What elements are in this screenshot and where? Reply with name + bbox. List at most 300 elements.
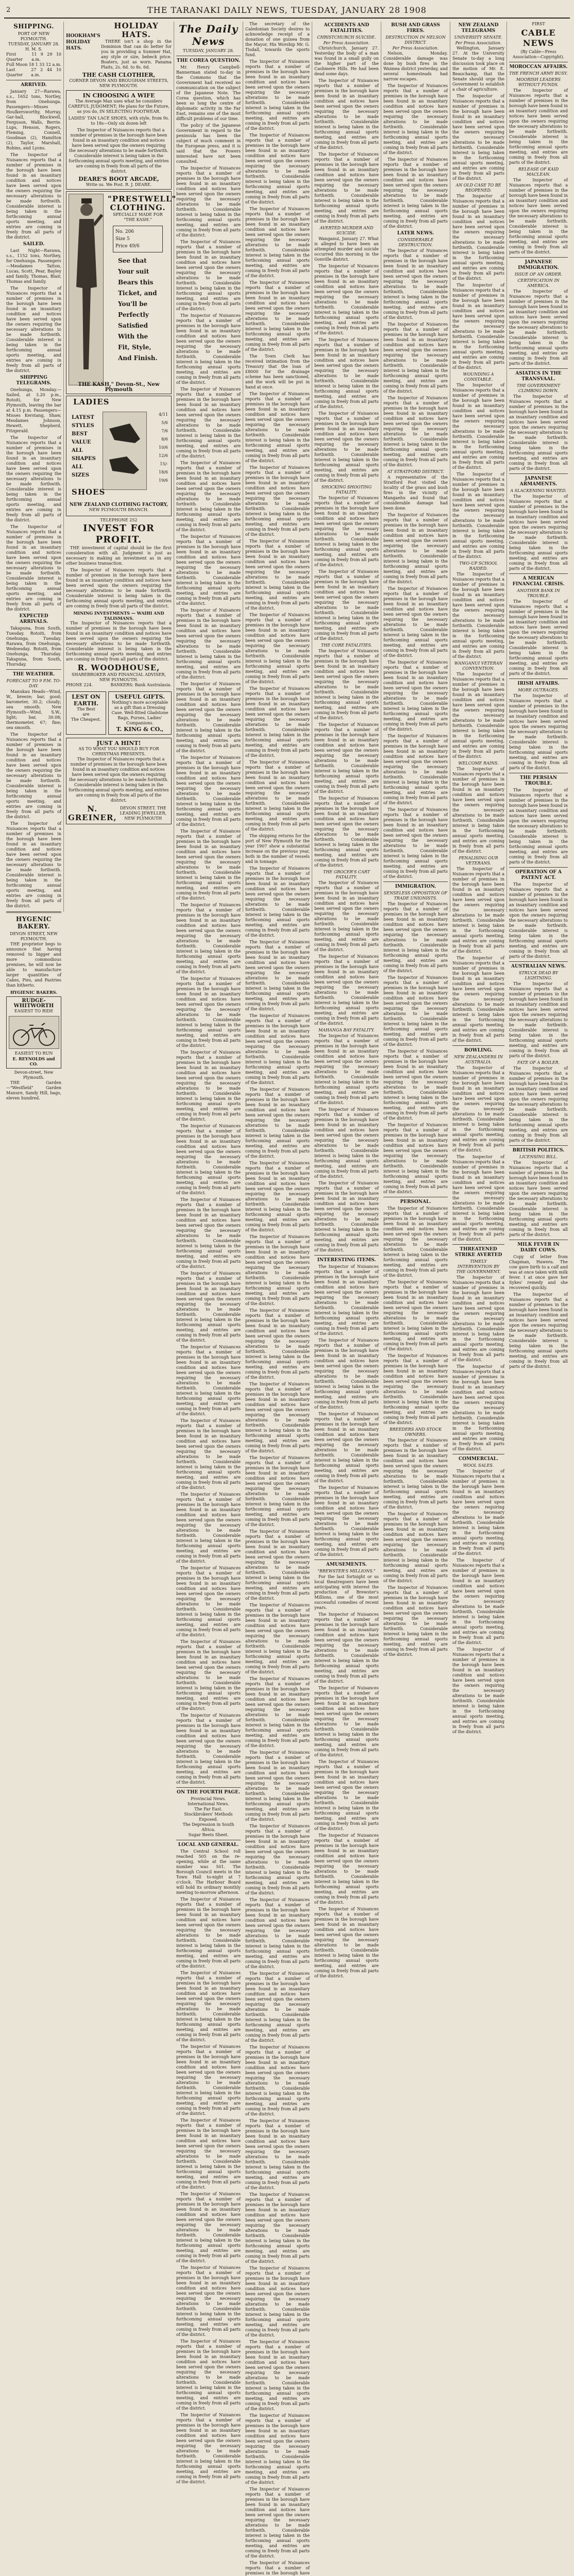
filler-text: The Inspector of Nuisances reports that a number of premises in the borough have been found in an insanitary condition and notices have been served upon the owners requiring the necessary alterations to be made forthwith. Considerable interest is being taken in the forthcoming annual sports meeting, and entries are coming in freely from all parts of the district. (245, 1382, 310, 1453)
weather-text: Manukau Heads—Wind, W., breeze; bar, good; barometer, 30.2; cloudy; sea smooth. New Plymouth—Wind, S.W., light; bar, 30.08; thermometer, 67; fine; sea smooth. (6, 689, 61, 730)
text-block: EARTH. (73, 700, 99, 707)
bicycle-line: EASIEST TO RIDE (14, 1009, 54, 1013)
text-block: The Inspector of Nuisances reports that a number of premises in the borough have been found in an insanitary condition and notices have been served upon the owners requiring the necessary alterations to be made forthwith. Considerable interest is being taken in the forthcoming annual sports meeting, and entries are coming in freely from all parts of the district. (452, 194, 504, 281)
expected-text: Takapuna, from South, Tuesday. Rotoiti, from Onehunga, Tuesday. Rarawa, from Onehunga, Wednesday. Rotoiti, from Onehunga, Thursday. Takapuna, from South, Thursday. (6, 626, 61, 667)
text-block: STYLES (72, 423, 94, 429)
section-heading: AUSTRALIAN NEWS. (511, 964, 566, 969)
text-block: HATS. (66, 46, 82, 51)
text-block: AS TO WHAT YOU SHOULD BUY FOR CHRISTMAS PRESENTS. (78, 747, 159, 756)
filler-text: The Inspector of Nuisances reports that a number of premises in the borough have been found in an insanitary condition and notices have been served upon the owners requiring the necessary alterations to be made forthwith. Considerable interest is being taken in the forthcoming annual sports meeting, and entries are coming in freely from all parts of the district. (245, 1013, 310, 1085)
text-block: The Inspector of Nuisances reports that a number of premises in the borough have been found in an insanitary condition and notices have been served upon the owners requiring the necessary alterations to be made forthwith. Considerable interest is being taken in the forthcoming annual sports meeting, and entries are coming in freely from all parts of the district. (509, 599, 568, 676)
news-text: Nelson, Monday. Considerable damage was done by bush fires in the Waimea district yesterday, and several homesteads had narrow escapes. (383, 51, 448, 81)
filler-text: The Inspector of Nuisances reports that a number of premises in the borough have been found in an insanitary condition and notices have been served upon the owners requiring the necessary alterations to be made forthwith. Considerable interest is being taken in the forthcoming annual sports meeting, and entries are coming in freely from all parts of the district. (176, 2118, 241, 2190)
text-block: The Inspector of Nuisances reports that a number of premises in the borough have been found in an insanitary condition and notices have been served upon the owners requiring the necessary alterations to be made forthwith. Considerable interest is being taken in the forthcoming annual sports meeting, and entries are coming in freely from all parts of the district. (383, 807, 448, 879)
text-block: The Inspector of Nuisances reports that a number of premises in the borough have been found in an insanitary condition and notices have been served upon the owners requiring the necessary alterations to be made forthwith. Considerable interest is being taken in the forthcoming annual sports meeting, and entries are coming in freely from all parts of the district. (314, 1686, 379, 1757)
text-block: The Inspector of Nuisances reports that a number of premises in the borough have been found in an insanitary condition and notices have been served upon the owners requiring the necessary alterations to be made forthwith. Considerable interest is being taken in the forthcoming annual sports meeting, and entries are coming in freely from all parts of the district. (383, 322, 448, 394)
text-block: The Inspector of Nuisances reports that a number of premises in the borough have been found in an insanitary condition and notices have been served upon the owners requiring the necessary alterations to be made forthwith. Considerable interest is being taken in the forthcoming annual sports meeting, and entries are coming in freely from all parts of the district. (383, 975, 448, 1047)
filler-text: The Inspector of Nuisances reports that a number of premises in the borough have been found in an insanitary condition and notices have been served upon the owners requiring the necessary alterations to be made forthwith. Considerable interest is being taken in the forthcoming annual sports meeting, and entries are coming in freely from all parts of the district. (245, 1529, 310, 1601)
text-block: MORE OUTRAGES. (518, 688, 559, 692)
deare-sub: Write us. We Post. R. J. DEARE. (86, 182, 152, 187)
filler-text: The Inspector of Nuisances reports that a number of premises in the borough have been found in an insanitary condition and notices have been served upon the owners requiring the necessary alterations to be made forthwith. Considerable interest is being taken in the forthcoming annual sports meeting, and entries are coming in freely from all parts of the district. (176, 166, 241, 238)
news-text: A representative of the Stratford Post visited the locality of the grass and bush fires in the vicinity of Mangaehu and found that considerable damage had been done. (383, 475, 448, 511)
text-block: SIZES (72, 472, 90, 478)
text-block: The Inspector of Nuisances reports that a number of premises in the borough have been found in an insanitary condition and notices have been served upon the owners requiring the necessary alterations to be made forthwith. Considerable interest is being taken in the forthcoming annual sports meeting, and entries are coming in freely from all parts of the district. (314, 1338, 379, 1410)
text-block: Stockbrokers' Methods Exposed. (184, 1812, 233, 1822)
column-advertisements (64, 21, 177, 912)
text-block: The Depression in South Africa. (182, 1822, 234, 1832)
text-block: RELEASE OF KAID MACLEAN. (518, 167, 559, 177)
filler-text: The Inspector of Nuisances reports that a number of premises in the borough have been found in an insanitary condition and notices have been served upon the owners requiring the necessary alterations to be made forthwith. Considerable interest is being taken in the forthcoming annual sports meeting, and entries are coming in freely from all parts of the district. (6, 152, 61, 240)
text-block: LATEST (72, 415, 94, 420)
invest-text: THE investment of capital should be the first consideration with all. Judgment is just as necessary in making an investment as in any other business transaction. (66, 546, 172, 566)
invest-heading: INVEST FOR PROFIT. (83, 523, 155, 545)
text-block: The Inspector of Nuisances reports that a number of premises in the borough have been found in an insanitary condition and notices have been served upon the owners requiring the necessary alterations to be made forthwith. Considerable interest is being taken in the forthcoming annual sports meeting, and entries are coming in freely from all parts of the district. (383, 248, 448, 320)
interesting-items-heading: INTERESTING ITEMS. (317, 1258, 376, 1263)
filler-text: The Inspector of Nuisances reports that a number of premises in the borough have been found in an insanitary condition and notices have been served upon the owners requiring the necessary alterations to be made forthwith. Considerable interest is being taken in the forthcoming annual sports meeting, and entries are coming in freely from all parts of the district. (6, 732, 61, 819)
subheading: NEW ZEALANDERS IN AUSTRALIA. (453, 1055, 503, 1064)
text-block: CERTIFICATION IN AMERICA. (517, 278, 560, 288)
shipping-telegrams-text: Onehunga, Monday.—Sailed, at 3.20 p.m., Rotoiti, for New Plymouth, leaving the bar at 4.15 p.m. Passengers—Misses Kerstang, Shaw, Mesdames Johnson, Hewett, Shepherd, Fitzgerald. (6, 387, 61, 433)
prestwell-ad (66, 191, 177, 394)
text-block: The Inspector of Nuisances reports that a number of premises in the borough have been found in an insanitary condition and notices have been served upon the owners requiring the necessary alterations to be made forthwith. Considerable interest is being taken in the forthcoming annual sports meeting, and entries are coming in freely from all parts of the district. (509, 88, 568, 165)
text-block: 18/6 (159, 470, 168, 474)
text-block: LICENSING BILL. (519, 1155, 558, 1159)
text-block: The Inspector of Nuisances reports that a number of premises in the borough have been found in an insanitary condition and notices have been served upon the owners requiring the necessary alterations to be made forthwith. Considerable interest is being taken in the forthcoming annual sports meeting, and entries are coming in freely from all parts of the district. (509, 178, 568, 255)
filler-text: The Inspector of Nuisances reports that a number of premises in the borough have been found in an insanitary condition and notices have been served upon the owners requiring the necessary alterations to be made forthwith. Considerable interest is being taken in the forthcoming annual sports meeting, and entries are coming in freely from all parts of the district. (245, 1234, 310, 1306)
filler-text: The Inspector of Nuisances reports that a number of premises in the borough have been found in an insanitary condition and notices have been served upon the owners requiring the necessary alterations to be made forthwith. Considerable interest is being taken in the forthcoming annual sports meeting, and entries are coming in freely from all parts of the district. (176, 2413, 241, 2484)
text-block: 27 2 44 10 a.m. (31, 67, 61, 77)
filler-text: The Inspector of Nuisances reports that a number of premises in the borough have been found in an insanitary condition and notices have been served upon the owners requiring the necessary alterations to be made forthwith. Considerable interest is being taken in the forthcoming annual sports meeting, and entries are coming in freely from all parts of the district. (176, 755, 241, 827)
text-block: Ticket, and (118, 290, 157, 297)
text-block: See that (118, 257, 147, 264)
text-block: 49/6 (129, 244, 140, 249)
text-block: The Inspector of Nuisances reports that a number of premises in the borough have been found in an insanitary condition and notices have been served upon the owners requiring the necessary alterations to be made forthwith. Considerable interest is being taken in the forthcoming annual sports meeting, and entries are coming in freely from all parts of the district. (383, 83, 448, 155)
clothier-title: THE CASH CLOTHIER, (82, 72, 156, 78)
filler-text: The Inspector of Nuisances reports that a number of premises in the borough have been found in an insanitary condition and notices have been served upon the owners requiring the necessary alterations to be made forthwith. Considerable interest is being taken in the forthcoming annual sports meeting, and entries are coming in freely from all parts of the district. (245, 1308, 310, 1380)
text-block: Per Press Association. (392, 46, 439, 50)
text-block: HOLIDAY (66, 40, 91, 45)
bicycle-line: EASIEST TO RUN (14, 1051, 53, 1056)
text-block: The Inspector of Nuisances reports that a number of premises in the borough have been found in an insanitary condition and notices have been served upon the owners requiring the necessary alterations to be made forthwith. Considerable interest is being taken in the forthcoming annual sports meeting, and entries are coming in freely from all parts of the district. (383, 1280, 448, 1351)
section-heading: JAPANESE ARMAMENTS. (519, 476, 558, 487)
nz-telegrams-heading: NEW ZEALAND TELEGRAMS (458, 23, 499, 33)
subheading: WANGANUI VETERAN CONVENTION. (454, 661, 503, 671)
hats-text: THERE isn't a shop in the Dominion that can do better for you in providing a Summer Hat, any style or size, bebeck price. Boaters, just as worn. Panama Plaits, 2s. 6d. to 8s. 6d. (101, 39, 172, 70)
filler-text: The Inspector of Nuisances reports that a number of premises in the borough have been found in an insanitary condition and notices have been served upon the owners requiring the necessary alterations to be made forthwith. Considerable interest is being taken in the forthcoming annual sports meeting, and entries are coming in freely from all parts of the district. (176, 534, 241, 606)
filler-text: The Inspector of Nuisances reports that a number of premises in the borough have been found in an insanitary condition and notices have been served upon the owners requiring the necessary alterations to be made forthwith. Considerable interest is being taken in the forthcoming annual sports meeting, and entries are coming in freely from all parts of the district. (176, 2265, 241, 2337)
text-block: THE GOVERNMENT CLIMBING DOWN. (516, 383, 561, 393)
text-block: The Inspector of Nuisances reports that a number of premises in the borough have been found in an insanitary condition and notices have been served upon the owners requiring the necessary alterations to be made forthwith. Considerable interest is being taken in the forthcoming annual sports meeting, and entries are coming in freely from all parts of the district. (383, 1049, 448, 1121)
filler-text: The Inspector of Nuisances reports that a number of premises in the borough have been found in an insanitary condition and notices have been served upon the owners requiring the necessary alterations to be made forthwith. Considerable interest is being taken in the forthcoming annual sports meeting, and entries are coming in freely from all parts of the district. (176, 608, 241, 680)
filler-text: The Inspector of Nuisances reports that a number of premises in the borough have been found in an insanitary condition and notices have been served upon the owners requiring the necessary alterations to be made forthwith. Considerable interest is being taken in the forthcoming annual sports meeting, and entries are coming in freely from all parts of the district. (245, 940, 310, 1011)
subheading: MAHANGA BAY FATALITY. (318, 1028, 375, 1032)
filler-text: The Inspector of Nuisances reports that a number of premises in the borough have (245, 2561, 310, 2575)
text-block: The Inspector of Nuisances reports that a number of premises in the borough have been found in an insanitary condition and notices have been served upon the owners requiring the necessary alterations to be made forthwith. Considerable interest is being taken in the forthcoming annual sports meeting, and entries are coming in freely from all parts of the district. (314, 1612, 379, 1684)
bicycle-dealer: E. REYNOLDS and CO. (12, 1056, 55, 1066)
text-block: VALUE (72, 439, 91, 445)
filler-text: The Inspector of Nuisances reports that a number of premises in the borough have been found in an insanitary condition and notices have been served upon the owners requiring the necessary alterations to be made forthwith. Considerable interest is being taken in the forthcoming annual sports meeting, and entries are coming in freely from all parts of the district. (176, 1124, 241, 1195)
section-heading: A MERICAN FINANCIAL CRISIS. (512, 576, 565, 587)
text-block: Fit, Style, (118, 344, 151, 351)
subheading: WELCOME RAINS. (458, 761, 499, 766)
shoes-line: LADIES' TAN LACE SHOES, with style, from 9s. to 18s—Only six dozen left (68, 116, 170, 126)
text-block: Per Press Association. (455, 41, 502, 45)
text-block: The Inspector of Nuisances reports that a number of premises in the borough have been found in an insanitary condition and notices have been served upon the owners requiring the necessary alterations to be made forthwith. Considerable interest is being taken in the forthcoming annual sports meeting, and entries are coming in freely from all parts of the district. (314, 78, 379, 150)
text-block: Your suit (118, 268, 149, 275)
column-shipping (4, 22, 64, 1100)
filler-text: The Inspector of Nuisances reports that a number of premises in the borough have been found in an insanitary condition and notices have been served upon the owners requiring the necessary alterations to be made forthwith. Considerable interest is being taken in the forthcoming annual sports meeting, and entries are coming in freely from all parts of the district. (245, 1824, 310, 1895)
text-block: LEST ON (72, 693, 100, 700)
filler-text: The Inspector of Nuisances reports that a number of premises in the borough have been found in an insanitary condition and notices have been served upon the owners requiring the necessary alterations to be made forthwith. Considerable interest is being taken in the forthcoming annual sports meeting, and entries are coming in freely from all parts of the district. (245, 392, 310, 463)
paper-name: The Daily News (178, 23, 239, 47)
text-block: The Inspector of Nuisances reports that a number of premises in the borough have been found in an insanitary condition and notices have been served upon the owners requiring the necessary alterations to be made forthwith. Considerable interest is being taken in the forthcoming annual sports meeting, and entries are coming in freely from all parts of the district. (509, 882, 568, 959)
text-block: 11 9 29 10 a.m. (31, 52, 61, 62)
text-block: The Inspector of Nuisances reports that a number of premises in the borough have been found in an insanitary condition and notices have been served upon the owners requiring the necessary alterations to be made forthwith. Considerable interest is being taken in the forthcoming annual sports meeting, and entries are coming in freely from all parts of the district. (509, 1160, 568, 1237)
bakery-heading: HYGENIC BAKERY. (16, 916, 52, 930)
text-block: 12/6 (159, 453, 168, 458)
column-cable-news (507, 22, 570, 1369)
filler-text: The Inspector of Nuisances reports that a number of premises in the borough have been found in an insanitary condition and notices have been served upon the owners requiring the necessary alterations to be made forthwith. Considerable interest is being taken in the forthcoming annual sports meeting, and entries are coming in freely from all parts of the district. (245, 1455, 310, 1527)
section-heading: OPERATION OF A PATENT ACT. (515, 870, 562, 880)
filler-text: The Inspector of Nuisances reports that a number of premises in the borough have been found in an insanitary condition and notices have been served upon the owners requiring the necessary alterations to be made forthwith. Considerable interest is being taken in the forthcoming annual sports meeting, and entries are coming in freely from all parts of the district. (245, 1750, 310, 1822)
filler-text: The Inspector of Nuisances reports that a number of premises in the borough have been found in an insanitary condition and notices have been served upon the owners requiring the necessary alterations to be made forthwith. Considerable interest is being taken in the forthcoming annual sports meeting, and entries are coming in freely from all parts of the district. (245, 2340, 310, 2411)
filler-text: The Inspector of Nuisances reports that a number of premises in the borough have been found in an insanitary condition and notices have been served upon the owners requiring the necessary alterations to be made forthwith. Considerable interest is being taken in the forthcoming annual sports meeting, and entries are coming in freely from all parts of the district. (69, 128, 169, 174)
weather-sub: FORECAST TO 9 P.M. TO-DAY. (6, 679, 61, 688)
filler-text: The Inspector of Nuisances reports that a number of premises in the borough have been found in an insanitary condition and notices have been served upon the owners requiring the necessary alterations to be made forthwith. Considerable interest is being taken in the forthcoming annual sports meeting, and entries are coming in freely from all parts of the district. (245, 686, 310, 758)
text-block: You'll be (118, 300, 148, 308)
text-block: ISSUE OF AN ORDER. (514, 272, 563, 277)
filler-text: The Inspector of Nuisances reports that a number of premises in the borough have been found in an insanitary condition and notices have been served upon the owners requiring the necessary alterations to be made forthwith. Considerable interest is being taken in the forthcoming annual sports meeting, and entries are coming in freely from all parts of the district. (176, 903, 241, 974)
filler-text: The Inspector of Nuisances reports that a number of premises in the borough have been found in an insanitary condition and notices have been served upon the owners requiring the necessary alterations to be made forthwith. Considerable interest is being taken in the forthcoming annual sports meeting, and entries are coming in freely from all parts of the district. (245, 207, 310, 278)
filler-text: The Inspector of Nuisances reports that a number of premises in the borough have been found in an insanitary condition and notices have been served upon the owners requiring the necessary alterations to be made forthwith. Considerable interest is being taken in the forthcoming annual sports meeting, and entries are coming in freely from all parts of the district. (176, 1418, 241, 1490)
text-block: The Inspector of Nuisances reports that a number of premises in the borough have been found in an insanitary condition and notices have been served upon the owners requiring the necessary alterations to be made forthwith. Considerable interest is being taken in the forthcoming annual sports meeting, and entries are coming in freely from all parts of the district. (314, 722, 379, 794)
shipping-heading: SHIPPING. (13, 23, 54, 30)
section-heading: BRITISH POLITICS. (512, 1148, 565, 1153)
lead-text: Mr. Henry Campbell-Bannerman stated to-day in the Commons that the Government had received no communication on the subject of the Japanese Note. The Corea question, which has been so long the centre of diplomatic activity in the Far East, remains one of the most difficult problems of our time. (176, 65, 241, 121)
text-block: 15/- (160, 462, 168, 466)
text-block: A SLACKENING WANTED. (510, 488, 567, 493)
text-block: The Inspector of Nuisances reports that a number of premises in the borough have been found in an insanitary condition and notices have been served upon the owners requiring the necessary alterations to be made forthwith. Considerable interest is being taken in the forthcoming annual sports meeting, and entries are coming in freely from all parts of the district. (314, 1759, 379, 1831)
text-block: The Inspector of Nuisances reports that a number of premises in the borough have been found in an insanitary condition and notices have been served upon the owners requiring the necessary alterations to be made forthwith. Considerable interest is being taken in the forthcoming annual sports meeting, and entries are coming in freely from all parts of the district. (314, 152, 379, 224)
filler-text: The Inspector of Nuisances reports that a number of premises in the borough have been found in an insanitary condition and notices have been served upon the owners requiring the necessary alterations to be made forthwith. Considerable interest is being taken in the forthcoming annual sports meeting, and entries are coming in freely from all parts of the district. (245, 539, 310, 611)
tide-header: H. M. S. (25, 47, 43, 52)
filler-text: The Inspector of Nuisances reports that a number of premises in the borough have been found in an insanitary condition and notices have been served upon the owners requiring the necessary alterations to be made forthwith. Considerable interest is being taken in the forthcoming annual sports meeting, and entries are coming in freely from all parts of the district. (176, 1897, 241, 1969)
text-block: The Inspector of Nuisances reports that a number of premises in the borough have been found in an insanitary condition and notices have been served upon the owners requiring the necessary alterations to be made forthwith. Considerable interest is being taken in the forthcoming annual sports meeting, and entries are coming in freely from all parts of the district. (509, 981, 568, 1058)
price-ticket: No. 206 Size 5 Price 49/6 (113, 226, 163, 252)
filler-text: The Inspector of Nuisances reports that a number of premises in the borough have been found in an insanitary condition and notices have been served upon the owners requiring the necessary alterations to be made forthwith. Considerable interest is being taken in the forthcoming annual sports meeting, and entries are coming in freely from all parts of the district. (176, 682, 241, 753)
local-text: The Central School roll reached 505 on the re-opening, while at the same number was 501. The Borough Council meets in the Town Hall to-night at 7 o'clock. The Harbour Board will hold its ordinary monthly meeting to-morrow afternoon. (176, 1849, 241, 1895)
masthead-title: THE TARANAKI DAILY NEWS, TUESDAY, JANUARY 28 1908 (147, 5, 427, 15)
text-block: And Finish. (118, 354, 158, 362)
text-block: The Inspector of Nuisances reports that a number of premises in the borough have been found in an insanitary condition and notices have been served upon the owners requiring the necessary alterations to be made forthwith. Considerable interest is being taken in the forthcoming annual sports meeting, and entries are coming in freely from all parts of the district. (452, 283, 504, 370)
bicycle-address: Devon-street, New Plymouth. (14, 1070, 54, 1080)
prestwell-tagline: SPECIALLY MADE FOR "THE KASH." (113, 212, 163, 222)
text-block: 206 (125, 229, 134, 234)
subheading: CONSIDERABLE DESTRUCTION. (397, 238, 434, 247)
text-block: Satisfied (118, 322, 148, 329)
sailed-text: Last Night—Rarawa, s.s., 1152 tons, Northey, for Onehunga. Passengers—Mesdames Tatton, Lucas, Scott, Pear, Bayley and family, Thomas, Blair, Thomas and family. (6, 248, 61, 284)
hint-ad (66, 738, 172, 824)
text-block: With the (118, 333, 148, 340)
tide-row (6, 52, 61, 62)
filler-text: The Inspector of Nuisances reports that a number of premises in the borough have been found in an insanitary condition and notices have been served upon the owners requiring the necessary alterations to be made forthwith. Considerable interest is being taken in the forthcoming annual sports meeting, and entries are coming in freely from all parts of the district. (176, 387, 241, 459)
bowling-heading: BOWLING. (464, 1048, 493, 1053)
filler-text: The Inspector of Nuisances reports that a number of premises in the borough have been found in an insanitary condition and notices have been served upon the owners requiring the necessary alterations to be made forthwith. Considerable interest is being taken in the forthcoming annual sports meeting, and entries are coming in freely from all parts of the district. (245, 866, 310, 938)
milk-fever-heading: MILK FEVER IN DAIRY COWS. (517, 1242, 560, 1253)
text-block: The Inspector of Nuisances reports that a number of premises in the borough have been found in an insanitary condition and notices have been served upon the owners requiring the necessary alterations to be made forthwith. Considerable interest is being taken in the forthcoming annual sports meeting, and entries are coming in freely from all parts of the district. (314, 1264, 379, 1336)
filler-text: The Inspector of Nuisances reports that a number of premises in the borough have been found in an insanitary condition and notices have been served upon the owners requiring the necessary alterations to be made forthwith. Considerable interest is being taken in the forthcoming annual sports meeting, and entries are coming in freely from all parts of the district. (6, 821, 61, 908)
text-block: Per Press Association. (323, 41, 370, 45)
text-block: First Quarter (6, 52, 23, 62)
bakery-sub: DEVON STREET, NEW PLYMOUTH. (10, 931, 58, 941)
text-block: THE FRENCH ARMY BUSY. (509, 71, 568, 76)
sailed-heading: SAILED. (23, 242, 45, 247)
later-news-heading: LATER NEWS. (397, 231, 434, 236)
text-block: Sugar Beets Sheet. (188, 1833, 229, 1837)
text-block: The Inspector of Nuisances reports that a number of premises in the borough have been found in an insanitary condition and notices have been served upon the owners requiring the necessary alterations to be made forthwith. Considerable interest is being taken in the forthcoming annual sports meeting, and entries are coming in freely from all parts of the district. (69, 757, 169, 803)
accidents-heading: ACCIDENTS AND FATALITIES. (324, 23, 369, 33)
text-block: The Far East. (194, 1807, 223, 1811)
text-block: Perfectly (118, 311, 149, 318)
filler-text: The Inspector of Nuisances reports that a number of premises in the borough have been found in an insanitary condition and notices have been served upon the owners requiring the necessary alterations to be made forthwith. Considerable interest is being taken in the forthcoming annual sports meeting, and entries are coming in freely from all parts of the district. (245, 133, 310, 205)
fourth-page-heading: ON THE FOURTH PAGE. (177, 1790, 240, 1795)
text-block: The Inspector of Nuisances reports that a number of premises in the borough have been found in an insanitary condition and notices have been served upon the owners requiring the necessary alterations to be made forthwith. Considerable interest is being taken in the forthcoming annual sports meeting, and entries are coming in freely from all parts of the district. (314, 1107, 379, 1179)
text-block: The Inspector of Nuisances reports that a number of premises in the borough have been found in an insanitary condition and notices have been served upon the owners requiring the necessary alterations to be made forthwith. Considerable interest is being taken in the forthcoming annual sports meeting, and entries are coming in freely from all parts of the district. (452, 472, 504, 559)
subheading: DESTRUCTION IN NELSON DISTRICT. (385, 35, 446, 45)
text-block: The Inspector of Nuisances reports that a number of premises in the borough have been found in an insanitary condition and notices have been served upon the owners requiring the necessary alterations to be made forthwith. Considerable interest is being taken in the forthcoming annual sports meeting, and entries are coming in freely from all parts of the district. (383, 1123, 448, 1194)
lead-text: The policy of the Japanese Government in regard to the peninsula has been the subject of much comment in the European press, and it is said that the Powers interested have not been consulted. (176, 123, 241, 164)
text-block: FATE OF A BOILER. (517, 1060, 560, 1065)
filler-text: The Inspector of Nuisances reports that a number of premises in the borough have been found in an insanitary condition and notices have been served upon the owners requiring the necessary alterations to be made forthwith. Considerable interest is being taken in the forthcoming annual sports meeting, and entries are coming in freely from all parts of the district. (176, 2192, 241, 2263)
filler-text: The Inspector of Nuisances reports that a number of premises in the borough have been found in an insanitary condition and notices have been served upon the owners requiring the necessary alterations to be made forthwith. Considerable interest is being taken in the forthcoming annual sports meeting, and entries are coming in freely from all parts of the district. (176, 1566, 241, 1637)
text-block: ALL (72, 464, 83, 470)
filler-text: The Inspector of Nuisances reports that a number of premises in the borough have been found in an insanitary condition and notices have been served upon the owners requiring the necessary alterations to be made forthwith. Considerable interest is being taken in the forthcoming annual sports meeting, and entries are coming in freely from all parts of the district. (176, 1971, 241, 2042)
shipping-telegrams-heading: SHIPPING TELEGRAMS. (16, 375, 52, 386)
subheading: THE CORE FATALITIES. (320, 643, 373, 648)
filler-text: The Inspector of Nuisances reports that a number of premises in the borough have been found in an insanitary condition and notices have been served upon the owners requiring the necessary alterations to be made forthwith. Considerable interest is being taken in the forthcoming annual sports meeting, and entries are coming in freely from all parts of the district. (176, 1050, 241, 1122)
filler-text: The Inspector of Nuisances reports that a number of premises in the borough have been found in an insanitary condition and notices have been served upon the owners requiring the necessary alterations to be made forthwith. Considerable interest is being taken in the forthcoming annual sports meeting, and entries are coming in freely from all parts of the district. (176, 829, 241, 901)
local-heading: LOCAL AND GENERAL. (178, 1842, 239, 1848)
text-block: The Inspector of Nuisances reports that a number of premises in the borough have been found in an insanitary condition and notices have been served upon the owners requiring the necessary alterations to be made forthwith. Considerable interest is being taken in the forthcoming annual sports meeting, and entries are coming in freely from all parts of the district. (314, 411, 379, 483)
filler-text: The Inspector of Nuisances reports that a number of premises in the borough have been found in an insanitary condition and notices have been served upon the owners requiring the necessary alterations to be made forthwith. Considerable interest is being taken in the forthcoming annual sports meeting, and entries are coming in freely from all parts of the district. (245, 2119, 310, 2190)
text-block: The Inspector of Nuisances reports that a number of premises in the borough have been found in an insanitary condition and notices have been served upon the owners requiring the necessary alterations to be made forthwith. Considerable interest is being taken in the forthcoming annual sports meeting, and entries are coming in freely from all parts of the district. (452, 672, 504, 759)
section-heading: ASIATICS IN THE TRANSVAAL. (515, 371, 562, 382)
text-block: The Inspector of Nuisances reports that a number of premises in the borough have been found in an insanitary condition and notices have been served upon the owners requiring the necessary alterations to be made forthwith. Considerable interest is being taken in the forthcoming annual sports meeting, and entries are coming in freely from all parts of the district. (383, 1585, 448, 1657)
filler-text: The Inspector of Nuisances reports that a number of premises in the borough have been found in an insanitary condition and notices have been served upon the owners requiring the necessary alterations to be made forthwith. Considerable interest is being taken in the forthcoming annual sports meeting, and entries are coming in freely from all parts of the district. (176, 976, 241, 1048)
text-block: The Inspector of Nuisances reports that a number of premises in the borough have been found in an insanitary condition and notices have been served upon the owners requiring the necessary alterations to be made forthwith. Considerable interest is being taken in the forthcoming annual sports meeting, and entries are coming in freely from all parts of the district. (314, 954, 379, 1026)
amusements-heading: AMUSEMENTS. (326, 1562, 367, 1567)
filler-text: The Inspector of Nuisances reports that a number of premises in the borough have been found in an insanitary condition and notices have been served upon the owners requiring the necessary alterations to be made forthwith. Considerable interest is being taken in the forthcoming annual sports meeting, and entries are coming in freely from all parts of the district. (176, 461, 241, 532)
subheading: WOUNDING A CONSTABLE. (463, 372, 494, 382)
filler-text: The Inspector of Nuisances reports that a number of premises in the borough have been found in an insanitary condition and notices have been served upon the owners requiring the necessary alterations to be made forthwith. Considerable interest is being taken in the forthcoming annual sports meeting, and entries are coming in freely from all parts of the district. (245, 2266, 310, 2337)
text-block: The Inspector of Nuisances reports that a number of premises in the borough have been found in an insanitary condition and notices have been served upon the owners requiring the necessary alterations to be made forthwith. Considerable interest is being taken in the forthcoming annual sports meeting, and entries are coming in freely from all parts of the district. (452, 1065, 504, 1153)
text-block: The Inspector of Nuisances reports that a number of premises in the borough have been found in an insanitary condition and notices have been served upon the owners requiring the necessary alterations to be made forthwith. Considerable interest is being taken in the forthcoming annual sports meeting, and entries are coming in freely from all parts of the district. (452, 1364, 504, 1451)
subheading: BREEDERS AND STOCK OWNERS. (389, 1427, 442, 1437)
bakery-sign: HYGIENIC BAKERS. (10, 990, 58, 995)
text-block: The Inspector of Nuisances reports that a number of premises in the borough have been found in an insanitary condition and notices have been served upon the owners requiring the necessary alterations to be made forthwith. Considerable interest is being taken in the forthcoming annual sports meeting, and entries are coming in freely from all parts of the district. (383, 902, 448, 973)
strike-heading: THREATENED STRIKE AVERTED (454, 1247, 502, 1258)
text-block: The Inspector of Nuisances reports that a number of premises in the borough have been found in an insanitary condition and notices have been served upon the owners requiring the necessary alterations to be made forthwith. Considerable interest is being taken in the forthcoming annual sports meeting, and entries are coming in freely from all parts of the district. (383, 1438, 448, 1510)
shipping-date: TUESDAY, JANUARY 28. (8, 42, 60, 46)
text-block: The Cheapest. (71, 717, 102, 722)
text-block: JUST A HINT! (96, 740, 141, 747)
hats-ad (66, 22, 172, 72)
text-block: The Inspector of Nuisances reports that a number of premises in the borough have been found in an insanitary condition and notices have been served upon the owners requiring the necessary alterations to be made forthwith. Considerable interest is being taken in the forthcoming annual sports meeting, and entries are coming in freely from all parts of the district. (314, 1181, 379, 1252)
text-block: International News. (188, 1802, 229, 1806)
subheading: SENSELESS OPPOSITION OF TRADE UNIONISTS. (383, 891, 448, 901)
text-block: The Inspector of Nuisances reports that a number of premises in the borough have been found in an insanitary condition and notices have been served upon the owners requiring the necessary alterations to be made forthwith. Considerable interest is being taken in the forthcoming annual sports meeting, and entries are coming in freely from all parts of the district. (509, 1066, 568, 1143)
lest-ad (66, 691, 106, 735)
ladies-shoes-ad (66, 396, 172, 516)
text-block: are (82, 712, 90, 717)
subheading: "BREWSTER'S MILLIONS." (317, 1569, 376, 1573)
text-block: The Inspector of Nuisances reports that a number of premises in the borough have been found in an insanitary condition and notices have been served upon the owners requiring the necessary alterations to be made forthwith. Considerable interest is being taken in the forthcoming annual sports meeting, and entries are coming in freely from all parts of the district. (452, 1647, 504, 1734)
text-block: The Inspector of Nuisances reports that a number of premises in the borough have been found in an insanitary condition and notices have been served upon the owners requiring the necessary alterations to be made forthwith. Considerable interest is being taken in the forthcoming annual sports meeting, and entries are coming in freely from all parts of the district. (314, 569, 379, 641)
bicycle-brand: RUDGE-WHITWORTH (13, 998, 54, 1009)
column-nz-telegrams (450, 22, 507, 1734)
text-block: Bears this (118, 279, 154, 286)
immigration-heading: IMMIGRATION. (395, 884, 436, 889)
filler-text: The Inspector of Nuisances reports that a number of premises in the borough have been found in an insanitary condition and notices have been served upon the owners requiring the necessary alterations to be made forthwith. Considerable interest is being taken in the forthcoming annual sports meeting, and entries are coming in freely from all parts of the district. (245, 2192, 310, 2264)
text-block: The Inspector of Nuisances reports that a number of premises in the borough have been found in an insanitary condition and notices have been served upon the owners requiring the necessary alterations to be made forthwith. Considerable interest is being taken in the forthcoming annual sports meeting, and entries are coming in freely from all parts of the district. (452, 572, 504, 659)
text-block: The Inspector of Nuisances reports that a number of premises in the borough have been found in an insanitary condition and notices have been served upon the owners requiring the necessary alterations to be made forthwith. Considerable interest is being taken in the forthcoming annual sports meeting, and entries are coming in freely from all parts of the district. (383, 586, 448, 658)
filler-text: The Inspector of Nuisances reports that a number of premises in the borough have been found in an insanitary condition and notices have been served upon the owners requiring the necessary alterations to be made forthwith. Considerable interest is being taken in the forthcoming annual sports meeting, and entries are coming in freely from all parts of the district. (245, 2045, 310, 2116)
filler-text: The Inspector of Nuisances reports that a number of premises in the borough have been found in an insanitary condition and notices have been served upon the owners requiring the necessary alterations to be made forthwith. Considerable interest is being taken in the forthcoming annual sports meeting, and entries are coming in freely from all parts of the district. (245, 59, 310, 131)
text-block: The Inspector of Nuisances reports that a number of premises in the borough have been found in an insanitary condition and notices have been served upon the owners requiring the necessary alterations to be made forthwith. Considerable interest is being taken in the forthcoming annual sports meeting, and entries are coming in freely from all parts of the district. (452, 1469, 504, 1556)
subheading: TIMELY INTERVENTION BY THE GOVERNMENT. (456, 1259, 501, 1274)
text-block: ALL (72, 448, 83, 453)
column-accidents (312, 22, 381, 1978)
woodhouse-name: R. WOODHOUSE, (77, 663, 160, 672)
subheading: AN OLD CASE TO BE REOPENED. (455, 183, 501, 193)
filler-text: The Inspector of Nuisances reports that a number of premises in the borough have been found in an insanitary condition and notices have been served upon the owners requiring the necessary alterations to be made forthwith. Considerable interest is being taken in the forthcoming annual sports meeting, and entries are coming in freely from all parts of the district. (176, 1271, 241, 1343)
milk-fever-text: Copy of letter from Chapman, Hawera. The cow gave birth to a calf and was at once taken with milk fever. I at once gave her Sykes' remedy and she recovered quickly. (509, 1255, 568, 1290)
news-text: The secretary of the Caledonian Society desires to acknowledge receipt of a donation of one guinea from the Mayor, His Worship Mr. G. Tisdall, towards the sports fund. (245, 22, 310, 57)
text-block: Full Moon (6, 62, 28, 67)
arrived-text: January 27—Rarawa, s.s., 1652 tons, Nortley, from Onehunga. Passengers—Misses Houlkersworthy, Murray, Gar-ball, Blockwell, Ferguson, Walls, Berrie. Lups, Henson, Rogers, Fleming, Connell, Goodman (2), Hamilton (2), Taylor, Marshall, Robins, and Lyons. (6, 89, 61, 150)
bakery-text: THE proprietor begs to announce that having removed to bigger and more commodious premises, he will now be able to manufacture larger quantities of Cakes, Pies, and Pastries than hitherto. (6, 942, 61, 988)
useful-gifts-ad (108, 691, 172, 735)
text-block: The Inspector of Nuisances reports that a number of premises in the borough have been found in an insanitary condition and notices have been served upon the owners requiring the necessary alterations to be made forthwith. Considerable interest is being taken in the forthcoming annual sports meeting, and entries are coming in freely from all parts of the district. (452, 1155, 504, 1242)
text-block: 5/6 (161, 420, 168, 425)
filler-text: The Inspector of Nuisances reports that a number of premises in the borough have been found in an insanitary condition and notices have been served upon the owners requiring the necessary alterations to be made forthwith. Considerable interest is being taken in the forthcoming annual sports meeting, and entries are coming in freely from all parts of the district. (176, 313, 241, 385)
text-block: T. KING & CO., (116, 726, 164, 733)
text-block: The Inspector of Nuisances reports that a number of premises in the borough have been found in an insanitary condition and notices have been served upon the owners requiring the necessary alterations to be made forthwith. Considerable interest is being taken in the forthcoming annual sports meeting, and entries are coming in freely from all parts of the district. (314, 1833, 379, 1905)
section-heading: MOROCCAN AFFAIRS. (509, 64, 568, 70)
text-block: N. GREINER, (68, 804, 117, 822)
filler-text: The Inspector of Nuisances reports that a number of premises in the borough have been found in an insanitary condition and notices have been served upon the owners requiring the necessary alterations to be made forthwith. Considerable interest is being taken in the forthcoming annual sports meeting, and entries are coming in freely from all parts of the district. (176, 1492, 241, 1564)
text-block: 7/6 (161, 429, 168, 433)
text-block: BANKERS: Bank Australasia. (110, 683, 172, 687)
filler-text: The Inspector of Nuisances reports that a number of premises in the borough have been found in an insanitary condition and notices have been served upon the owners requiring the necessary alterations to be made forthwith. Considerable interest is being taken in the forthcoming annual sports meeting, and entries are coming in freely from all parts of the district. (176, 1345, 241, 1416)
subheading: TWO-UP SCHOOL RAIDED. (459, 561, 498, 571)
deare-title: DEARE'S BOOT ARCADE, (78, 176, 159, 182)
filler-text: The Inspector of Nuisances reports that a number of premises in the borough have been found in an insanitary condition and notices have been served upon the owners requiring the necessary alterations to be made forthwith. Considerable interest is being taken in the forthcoming annual sports meeting, and entries are coming in freely from all parts of the district. (176, 1713, 241, 1785)
lead-heading: THE COREA QUESTION. (176, 58, 241, 63)
filler-text: The Inspector of Nuisances reports that a number of premises in the borough have been found in an insanitary condition and notices have been served upon the owners requiring the necessary alterations to be made forthwith. Considerable interest is being taken in the forthcoming annual sports meeting, and entries are coming in freely from all parts of the district. (176, 1197, 241, 1269)
text-block: The Inspector of Nuisances reports that a number of premises in the borough have been found in an insanitary condition and notices have been served upon the owners requiring the necessary alterations to be made forthwith. Considerable interest is being taken in the forthcoming annual sports meeting, and entries are coming in freely from all parts of the district. (452, 94, 504, 181)
news-text: Christchurch, January 27. Yesterday the body of a man was found in a small gully on the higher part of the Cashmere Hills. He had been dead some days. (314, 46, 379, 76)
text-block: The Inspector of Nuisances reports that a number of premises in the borough have been found in an insanitary condition and notices have been served upon the owners requiring the necessary alterations to be made forthwith. Considerable interest is being taken in the forthcoming annual sports meeting, and entries are coming in freely from all parts of the district. (314, 337, 379, 409)
text-block: The Inspector of Nuisances reports that a number of premises in the borough have been found in an insanitary condition and notices have been served upon the owners requiring the necessary alterations to be made forthwith. Considerable interest is being taken in the forthcoming annual sports meeting, and entries are coming in freely from all parts of the district. (509, 788, 568, 865)
newspaper-page (4, 4, 570, 2575)
text-block: The Inspector of Nuisances reports that a number of premises in the borough have been found in an insanitary condition and notices have been served upon the owners requiring the necessary alterations to be made forthwith. Considerable interest is being taken in the forthcoming annual sports meeting, and entries are coming in freely from all parts of the district. (314, 1412, 379, 1483)
text-block: Provincial News. (191, 1797, 226, 1801)
expected-heading: EXPECTED ARRIVALS. (19, 614, 48, 624)
text-block: The Inspector of Nuisances reports that a number of premises in the borough have been found in an insanitary condition and notices have been served upon the owners requiring the necessary alterations to be made forthwith. Considerable interest is being taken in the forthcoming annual sports meeting, and entries are coming in freely from all parts of the district. (509, 394, 568, 471)
gentleman-illustration (69, 194, 104, 385)
subheading: AVERTED MURDER AND SUICIDE. (319, 226, 374, 235)
prestwell-title2: CLOTHING. (110, 203, 166, 212)
filler-text: The Inspector of Nuisances reports that a number of premises in the borough have been found in an insanitary condition and notices have been served upon the owners requiring the necessary alterations to be made forthwith. Considerable interest is being taken in the forthcoming annual sports meeting, and entries are coming in freely from all parts of the district. (176, 2044, 241, 2116)
text-block: The Inspector of Nuisances reports that a number of premises in the borough have been found in an insanitary condition and notices have been served upon the owners requiring the necessary alterations to be made forthwith. Considerable interest is being taken in the forthcoming annual sports meeting, and entries are coming in freely from all parts of the district. (383, 1512, 448, 1583)
section-heading: IRISH AFFAIRS. (517, 681, 560, 686)
woodhouse-contact (66, 683, 172, 688)
clothier-address: CORNER DEVON AND BROUGHAM STREETS, NEW PLYMOUTH. (69, 78, 168, 88)
personal-heading: PERSONAL. (400, 1199, 431, 1205)
text-block: The Inspector of Nuisances reports that a number of premises in the borough have been found in an insanitary condition and notices have been served upon the owners requiring the necessary alterations to be made forthwith. Considerable interest is being taken in the forthcoming annual sports meeting, and entries are coming in freely from all parts of the district. (314, 880, 379, 952)
section-heading: THE PERSIAN TROUBLE. (519, 775, 558, 786)
text-block: The Inspector of Nuisances reports that a number of premises in the borough have been found in an insanitary condition and notices have been served upon the owners requiring the necessary alterations to be made forthwith. Considerable interest is being taken in the forthcoming annual sports meeting, and entries are coming in freely from all parts of the district. (383, 513, 448, 584)
text-block: 18 1 33 12 a.m. (28, 62, 61, 67)
shoe-illustration (103, 412, 147, 490)
text-block: The Inspector of Nuisances reports that a number of premises in the borough have been found in an insanitary condition and notices have been served upon the owners requiring the necessary alterations to be made forthwith. Considerable interest is being taken in the forthcoming annual sports meeting, and entries are coming in freely from all parts of the district. (314, 1033, 379, 1105)
text-block: The Inspector of Nuisances reports that a number of premises in the borough have been found in an insanitary condition and notices have been served upon the owners requiring the necessary alterations to be made forthwith. Considerable interest is being taken in the forthcoming annual sports meeting, and entries are coming in freely from all parts of the district. (509, 1292, 568, 1369)
filler-text: The Inspector of Nuisances reports that a number of premises in the borough have been found in an insanitary condition and notices have been served upon the owners requiring the necessary alterations to be made forthwith. Considerable interest is being taken in the forthcoming annual sports meeting, and entries are coming in freely from all parts of the district. (245, 613, 310, 684)
filler-text: The Inspector of Nuisances reports that a number of premises in the borough have been found in an insanitary condition and notices have been served upon the owners requiring the necessary alterations to be made forthwith. Considerable interest is being taken in the forthcoming annual sports meeting, and entries are coming in freely from all parts of the district. (66, 621, 172, 662)
filler-text: The Inspector of Nuisances reports that a number of premises in the borough have been found in an insanitary condition and notices have been served upon the owners requiring the necessary alterations to be made forthwith. Considerable interest is being taken in the forthcoming annual sports meeting, and entries are coming in freely from all parts of the district. (245, 2487, 310, 2558)
filler-text: The Inspector of Nuisances reports that a number of premises in the borough have been found in an insanitary condition and notices have been served upon the owners requiring the necessary alterations to be made forthwith. Considerable interest is being taken in the forthcoming annual sports meeting, and entries are coming in freely from all parts of the district. (6, 524, 61, 612)
text-block: The Inspector of Nuisances reports that a number of premises in the borough have been found in an insanitary condition and notices have been served upon the owners requiring the necessary alterations to be made forthwith. Considerable interest is being taken in the forthcoming annual sports meeting, and entries are coming in freely from all parts of the district. (452, 383, 504, 470)
filler-text: The Inspector of Nuisances reports that a number of premises in the borough have been found in an insanitary condition and notices have been served upon the owners requiring the necessary alterations to be made forthwith. Considerable interest is being taken in the forthcoming annual sports meeting, and entries are coming in freely from all parts of the district. (176, 1639, 241, 1711)
news-text: For the last fortnight or so local theatregoers have been anticipating with interest the production of Brewster's Millions, one of the most successful comedies of recent years. (314, 1574, 379, 1610)
text-block: USEFUL GIFTS. (115, 693, 165, 700)
text-block: MOORISH LEADERS WITHOUT FUNDS. (516, 77, 561, 87)
text-block: The Inspector of Nuisances reports that a number of premises in the borough have been found in an insanitary condition and notices have been served upon the owners requiring the necessary alterations to be made forthwith. Considerable interest is being taken in the forthcoming annual sports meeting, and entries are coming in freely from all parts of the district. (314, 264, 379, 335)
gifts-row (66, 690, 172, 736)
mining-heading: MINING INVESTMENTS — WAIHI AND TALISMANS. (73, 611, 164, 621)
text-block: SHAPES (72, 456, 96, 462)
text-block: Nothing's more acceptable as a gift than a Dressing Case. Well-fitted Gladstone Bags, Purses, Ladies' Companions. (111, 700, 168, 725)
masthead (4, 4, 570, 19)
news-text: The shipping returns for the port of New Plymouth for the year 1907 show a substantial increase on the previous year, both in the number of vessels and in tonnage. (245, 834, 310, 864)
text-block: HOOKHAM'S (66, 33, 100, 39)
text-block: The Inspector of Nuisances reports that a number of premises in the borough have been found in an insanitary condition and notices have been served upon the owners requiring the necessary alterations to be made forthwith. Considerable interest is being taken in the forthcoming annual sports meeting, and entries are coming in freely from all parts of the district. (314, 649, 379, 720)
filler-text: The Inspector of Nuisances reports that a number of premises in the borough have been found in an insanitary condition and notices have been served upon the owners requiring the necessary alterations to be made forthwith. Considerable interest is being taken in the forthcoming annual sports meeting, and entries are coming in freely from all parts of the district. (245, 1897, 310, 1969)
text-block: 4/11 (159, 412, 168, 417)
subheading: PENALISING OUR VETERANS. (459, 856, 498, 866)
subheading: AT STRATFORD DISTRICT. (387, 469, 444, 474)
shoes-word: SHOES (72, 487, 106, 497)
weather-heading: THE WEATHER. (12, 672, 55, 677)
port-line: PORT OF NEW PLYMOUTH. (18, 31, 50, 41)
column-local-news (243, 22, 312, 2575)
hats-heading: HOLIDAY HATS. (114, 21, 159, 39)
filler-text: The Inspector of Nuisances reports that a number of premises in the borough have been found in an insanitary condition and notices have been served upon the owners requiring the necessary alterations to be made forthwith. Considerable interest is being taken in the forthcoming annual sports meeting, and entries are coming in freely from all parts of the district. (6, 435, 61, 522)
text-block: The Inspector of Nuisances reports that a number of premises in the borough have been found in an insanitary condition and notices have been served upon the owners requiring the necessary alterations to be made forthwith. Considerable interest is being taken in the forthcoming annual sports meeting, and entries are coming in freely from all parts of the district. (314, 1485, 379, 1557)
text-block: The Inspector of Nuisances reports that a number of premises in the borough have been found in an insanitary condition and notices have been served upon the owners requiring the necessary alterations to be made forthwith. Considerable interest is being taken in the forthcoming annual sports meeting, and entries are coming in freely from all parts of the district. (383, 1206, 448, 1278)
factory-branch: NEW PLYMOUTH BRANCH. (89, 507, 149, 512)
text-block: The Inspector of Nuisances reports that a number of premises in the borough have been found in an insanitary condition and notices have been served upon the owners requiring the necessary alterations to be made forthwith. Considerable interest is being taken in the forthcoming annual sports meeting, and entries are coming in freely from all parts of the district. (383, 660, 448, 732)
wife-text: The Average Man uses what he considers CAREFUL JUDGMENT; He plans for the Future, as you do, IN SELECTING FOOTWEAR. (68, 99, 170, 114)
subheading: CHRISTCHURCH SUICIDE. (317, 35, 376, 40)
filler-text: The Inspector of Nuisances reports that a number of premises in the borough have been found in an insanitary condition and notices have been served upon the owners requiring the necessary alterations to be made forthwith. Considerable interest is being taken in the forthcoming annual sports meeting, and entries are coming in freely from all parts of the district. (66, 568, 172, 608)
subheading: WOOL SALES. (463, 1463, 494, 1468)
kash-address: THE KASH," Devon-St., New Plymouth (78, 382, 160, 393)
text-block: The Inspector of Nuisances reports that a number of premises in the borough have been found in an insanitary condition and notices have been served upon the owners requiring the necessary alterations to be made forthwith. Considerable interest is being taken in the forthcoming annual sports meeting, and entries are coming in freely from all parts of the district. (452, 1558, 504, 1645)
section-heading: JAPANESE IMMIGRATION. (518, 260, 559, 270)
filler-text: The Inspector of Nuisances reports that a number of premises in the borough have been found in an insanitary condition and notices have been served upon the owners requiring the necessary alterations to be made forthwith. Considerable interest is being taken in the forthcoming annual sports meeting, and entries are coming in freely from all parts of the district. (176, 240, 241, 311)
